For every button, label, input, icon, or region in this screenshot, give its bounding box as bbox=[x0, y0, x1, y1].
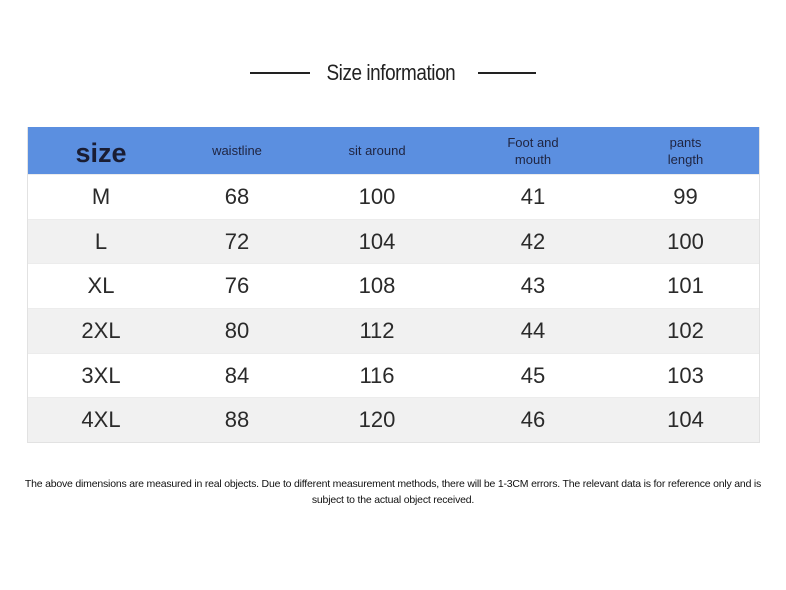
cell-foot-and-mouth: 46 bbox=[520, 407, 546, 433]
cell-waistline: 84 bbox=[224, 362, 250, 388]
cell-foot-and-mouth: 44 bbox=[520, 317, 546, 343]
cell-waistline: 76 bbox=[224, 273, 250, 299]
cell-sit-around: 116 bbox=[359, 362, 395, 388]
cell-pants-length: 99 bbox=[673, 183, 698, 209]
table-row bbox=[28, 174, 759, 219]
title-divider-right bbox=[478, 72, 536, 74]
cell-size: XL bbox=[87, 273, 115, 299]
cell-sit-around: 108 bbox=[358, 273, 396, 299]
cell-pants-length: 100 bbox=[667, 228, 704, 254]
cell-foot-and-mouth: 42 bbox=[520, 228, 546, 254]
cell-size: 2XL bbox=[81, 317, 121, 343]
cell-waistline: 88 bbox=[224, 407, 250, 433]
cell-sit-around: 112 bbox=[359, 317, 395, 343]
cell-pants-length: 104 bbox=[667, 407, 704, 433]
header-waistline: waistline bbox=[212, 143, 262, 158]
cell-pants-length: 101 bbox=[667, 273, 704, 299]
cell-pants-length: 103 bbox=[667, 362, 704, 388]
table-row bbox=[28, 263, 759, 308]
cell-pants-length: 102 bbox=[667, 317, 704, 343]
cell-size: 3XL bbox=[81, 362, 121, 388]
cell-waistline: 80 bbox=[224, 317, 250, 343]
cell-foot-and-mouth: 41 bbox=[520, 183, 546, 209]
cell-waistline: 68 bbox=[224, 183, 250, 209]
cell-waistline: 72 bbox=[224, 228, 250, 254]
cell-size: 4XL bbox=[81, 407, 121, 433]
title-divider-left bbox=[250, 72, 310, 74]
header-foot-and-mouth: Foot and mouth bbox=[507, 134, 559, 167]
size-table bbox=[27, 127, 760, 443]
measurement-note: The above dimensions are measured in real objects. Due to different measurement methods, there will be 1-3CM errors. The relevant data is for reference only and is subject to the actual object received. bbox=[24, 478, 762, 506]
cell-sit-around: 120 bbox=[358, 407, 396, 433]
cell-foot-and-mouth: 43 bbox=[520, 273, 546, 299]
header-sit-around: sit around bbox=[348, 143, 406, 158]
cell-sit-around: 100 bbox=[358, 183, 396, 209]
table-row bbox=[28, 397, 759, 442]
header-size: size bbox=[75, 138, 127, 168]
cell-foot-and-mouth: 45 bbox=[520, 362, 546, 388]
page-title: Size information bbox=[326, 60, 456, 85]
table-row bbox=[28, 308, 759, 353]
table-header-row bbox=[28, 127, 759, 174]
cell-size: L bbox=[94, 228, 108, 254]
cell-sit-around: 104 bbox=[358, 228, 396, 254]
cell-size: M bbox=[91, 183, 111, 209]
table-row bbox=[28, 219, 759, 264]
title-block bbox=[0, 56, 786, 90]
table-row bbox=[28, 353, 759, 398]
header-pants-length: pants length bbox=[667, 134, 704, 167]
